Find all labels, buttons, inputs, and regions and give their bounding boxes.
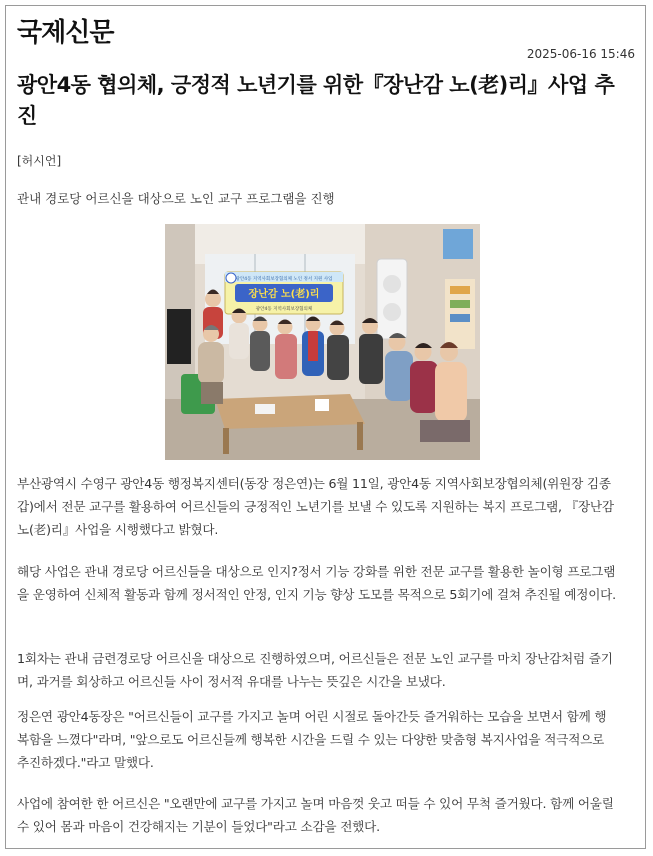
article-paragraph-5: 사업에 참여한 한 어르신은 "오랜만에 교구를 가지고 놀며 마음껏 웃고 떠들 수 있어 무척 즐거웠다. 함께 어울릴 수 있어 몸과 마음이 건강해지는 기분이 들었다"라고 소감을 전했다.	[17, 796, 614, 834]
article-headline: 광안4동 협의체, 긍정적 노년기를 위한『장난감 노(老)리』사업 추진	[17, 73, 615, 128]
article-paragraph-3: 1회차는 관내 금련경로당 어르신을 대상으로 진행하였으며, 어르신들은 전문 노인 교구를 마치 장난감처럼 즐기며, 과거를 회상하고 어르신들 사이 정서적 유대를 나누는 뜻깊은 시간을 보냈다.	[17, 651, 613, 689]
group-photo-illustration	[165, 224, 480, 460]
banner-title-text: 장난감 노(老)리	[248, 289, 320, 300]
newspaper-masthead[interactable]: 국제신문	[17, 18, 114, 48]
article-photo	[165, 224, 480, 460]
article-paragraph-4: 정은연 광안4동장은 "어르신들이 교구를 가지고 놀며 어린 시절로 돌아간듯 즐거워하는 모습을 보면서 함께 행복함을 느꼈다"라며, "앞으로도 어르신들께 행복한 시간을 드릴 수 있는 다양한 맞춤형 복지사업을 적극적으로 추진하겠다."라고 말했다.	[17, 709, 607, 770]
article-paragraph-2: 해당 사업은 관내 경로당 어르신들을 대상으로 인지?정서 기능 강화를 위한 전문 교구를 활용한 놀이형 프로그램을 운영하여 신체적 활동과 함께 정서적인 안정, 인지 기능 향상 도모를 목적으로 5회기에 걸쳐 추진될 예정이다.	[17, 564, 616, 602]
article-subtitle: 관내 경로당 어르신을 대상으로 노인 교구 프로그램을 진행	[17, 191, 335, 206]
banner-small-text: 광안4동 지역사회보장협의체 노인 정서 지원 사업	[235, 277, 333, 282]
banner-caption-text: 광안4동 지역사회보장협의체	[255, 307, 313, 312]
article-paragraph-1: 부산광역시 수영구 광안4동 행정복지센터(동장 정은연)는 6월 11일, 광안4동 지역사회보장협의체(위원장 김종갑)에서 전문 교구를 활용하여 어르신들의 긍정적인 노년기를 보낼 수 있도록 지원하는 복지 프로그램, 『장난감 노(老)리』사업을 시행했다고 밝혔다.	[17, 476, 614, 537]
reporter-name: [허시언]	[17, 154, 62, 168]
publish-date: 2025-06-16 15:46	[526, 47, 635, 61]
